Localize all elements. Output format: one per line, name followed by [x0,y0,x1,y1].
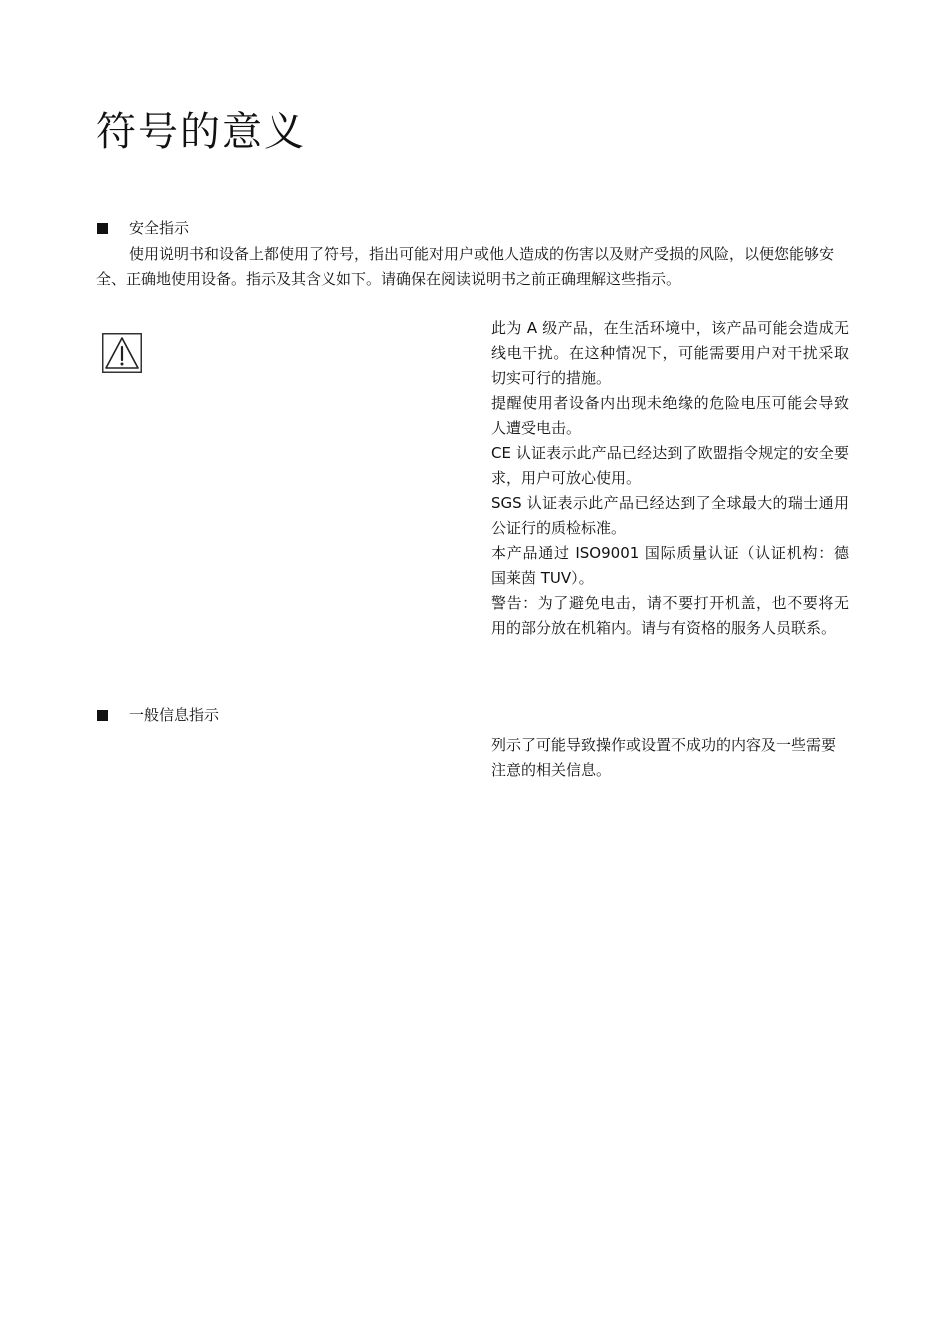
safety-descriptions [491,316,849,641]
general-section-heading [96,705,219,725]
description-iso: 本产品通过 ISO9001 国际质量认证（认证机构：德国莱茵 TUV）。 [491,544,849,587]
description-class-a: 此为 A 级产品，在生活环境中，该产品可能会造成无线电干扰。在这种情况下，可能需要用户对干扰采取切实可行的措施。 [491,319,849,387]
safety-section-heading [96,218,189,238]
page-title: 符号的意义 [96,109,306,155]
description-warning: 警告：为了避免电击，请不要打开机盖，也不要将无用的部分放在机箱内。请与有资格的服务人员联系。 [491,594,849,637]
square-bullet-icon [97,710,108,721]
description-ce: CE 认证表示此产品已经达到了欧盟指令规定的安全要求，用户可放心使用。 [491,444,849,487]
safety-heading-text: 安全指示 [129,219,190,237]
general-description: 列示了可能导致操作或设置不成功的内容及一些需要注意的相关信息。 [491,736,837,779]
warning-triangle-icon [102,333,142,373]
description-voltage: 提醒使用者设备内出现未绝缘的危险电压可能会导致人遭受电击。 [491,394,849,437]
description-sgs: SGS 认证表示此产品已经达到了全球最大的瑞士通用公证行的质检标准。 [491,494,849,537]
general-heading-text: 一般信息指示 [129,706,220,724]
square-bullet-icon [97,223,108,234]
safety-intro-paragraph: 使用说明书和设备上都使用了符号，指出可能对用户或他人造成的伤害以及财产受损的风险，以便您能够安全、正确地使用设备。指示及其含义如下。请确保在阅读说明书之前正确理解这些指示。 [96,245,835,288]
